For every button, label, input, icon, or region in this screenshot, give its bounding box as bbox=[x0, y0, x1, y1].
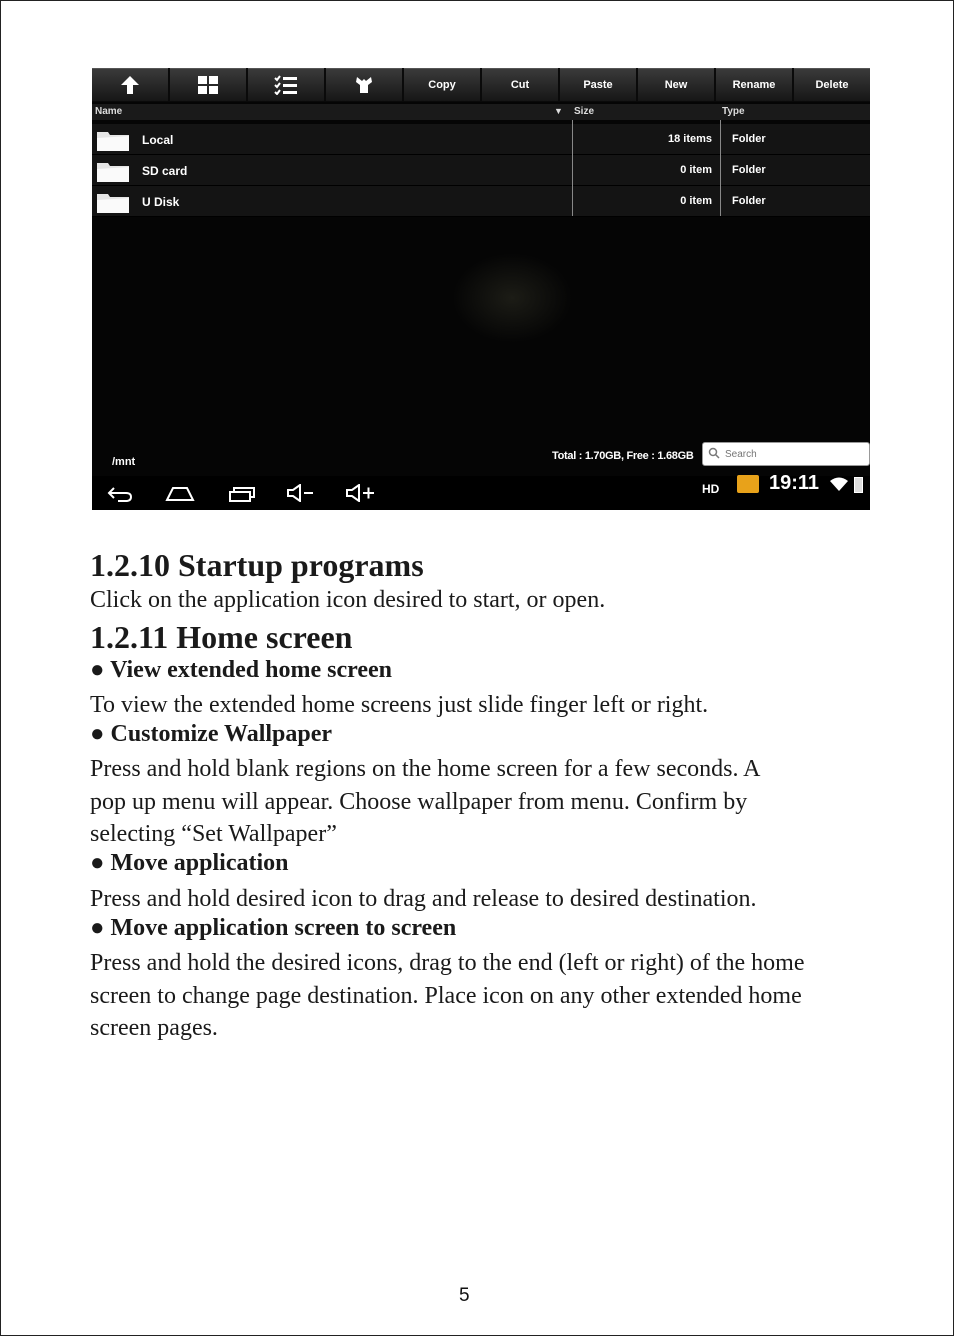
paragraph-startup: Click on the application icon desired to start, or open. bbox=[90, 587, 606, 613]
file-size: 18 items bbox=[667, 133, 712, 145]
file-row[interactable] bbox=[92, 124, 870, 155]
file-type: Folder bbox=[732, 133, 766, 145]
section-heading-startup: 1.2.10 Startup programs bbox=[90, 547, 424, 583]
bullet-customize-wallpaper: ● Customize Wallpaper bbox=[90, 721, 333, 747]
up-button[interactable] bbox=[92, 68, 168, 101]
file-size: 0 item bbox=[680, 164, 712, 176]
column-size[interactable]: Size bbox=[574, 106, 595, 117]
paragraph-wallpaper-line3: selecting “Set Wallpaper” bbox=[90, 821, 337, 847]
sort-arrow-icon[interactable]: ▼ bbox=[554, 106, 563, 116]
wifi-icon bbox=[829, 476, 849, 492]
recent-apps-icon[interactable] bbox=[228, 486, 256, 502]
current-path: /mnt bbox=[112, 456, 136, 468]
file-size: 0 item bbox=[680, 195, 712, 207]
back-icon[interactable] bbox=[106, 484, 134, 504]
volume-up-icon[interactable] bbox=[345, 484, 377, 502]
folder-icon bbox=[96, 159, 130, 183]
tools-button[interactable] bbox=[326, 68, 402, 101]
bullet-move-screen: ● Move application screen to screen bbox=[90, 915, 457, 941]
folder-icon bbox=[96, 128, 130, 152]
column-type[interactable]: Type bbox=[722, 106, 745, 117]
file-name: Local bbox=[142, 133, 174, 147]
file-row[interactable] bbox=[92, 155, 870, 186]
column-header bbox=[92, 104, 870, 120]
file-name: SD card bbox=[142, 164, 188, 178]
file-type: Folder bbox=[732, 195, 766, 207]
rename-button[interactable]: Rename bbox=[716, 68, 792, 101]
bullet-view-extended: ● View extended home screen bbox=[90, 657, 393, 683]
paragraph-move-screen-line3: screen pages. bbox=[90, 1015, 218, 1041]
checklist-icon bbox=[274, 75, 298, 95]
column-divider bbox=[720, 120, 721, 216]
hd-indicator: HD bbox=[702, 482, 720, 496]
file-type: Folder bbox=[732, 164, 766, 176]
section-heading-home: 1.2.11 Home screen bbox=[90, 619, 353, 655]
cut-button[interactable]: Cut bbox=[482, 68, 558, 101]
file-row[interactable] bbox=[92, 186, 870, 217]
paragraph-wallpaper-line1: Press and hold blank regions on the home screen for a few seconds. A bbox=[90, 756, 761, 782]
search-icon bbox=[708, 447, 720, 459]
bullet-move-application: ● Move application bbox=[90, 850, 289, 876]
folder-icon bbox=[96, 190, 130, 214]
column-name[interactable]: Name bbox=[95, 106, 123, 117]
grid-view-icon bbox=[197, 75, 219, 95]
new-button[interactable]: New bbox=[638, 68, 714, 101]
paragraph-move-application: Press and hold desired icon to drag and release to desired destination. bbox=[90, 886, 757, 912]
paragraph-view-extended: To view the extended home screens just slide finger left or right. bbox=[90, 692, 709, 718]
battery-icon bbox=[854, 477, 863, 493]
multi-select-button[interactable] bbox=[248, 68, 324, 101]
column-divider bbox=[572, 120, 573, 216]
paragraph-move-screen-line1: Press and hold the desired icons, drag to the end (left or right) of the home bbox=[90, 950, 805, 976]
home-icon[interactable] bbox=[165, 484, 195, 502]
copy-button[interactable]: Copy bbox=[404, 68, 480, 101]
volume-down-icon[interactable] bbox=[286, 484, 316, 502]
status-clock: 19:11 bbox=[769, 472, 820, 494]
paragraph-move-screen-line2: screen to change page destination. Place icon on any other extended home bbox=[90, 983, 802, 1009]
tools-icon bbox=[353, 74, 375, 96]
search-input[interactable] bbox=[723, 445, 867, 463]
delete-button[interactable]: Delete bbox=[794, 68, 870, 101]
wallpaper-shadow bbox=[452, 253, 572, 343]
paragraph-wallpaper-line2: pop up menu will appear. Choose wallpaper from menu. Confirm by bbox=[90, 789, 748, 815]
file-name: U Disk bbox=[142, 195, 180, 209]
storage-info: Total : 1.70GB, Free : 1.68GB bbox=[552, 450, 694, 462]
toolbar bbox=[92, 68, 870, 102]
grid-view-button[interactable] bbox=[170, 68, 246, 101]
search-box[interactable] bbox=[702, 442, 870, 466]
notification-icon[interactable] bbox=[737, 475, 759, 493]
page-number: 5 bbox=[459, 1285, 470, 1306]
file-manager-screenshot bbox=[92, 68, 870, 510]
paste-button[interactable]: Paste bbox=[560, 68, 636, 101]
up-arrow-icon bbox=[119, 74, 141, 96]
